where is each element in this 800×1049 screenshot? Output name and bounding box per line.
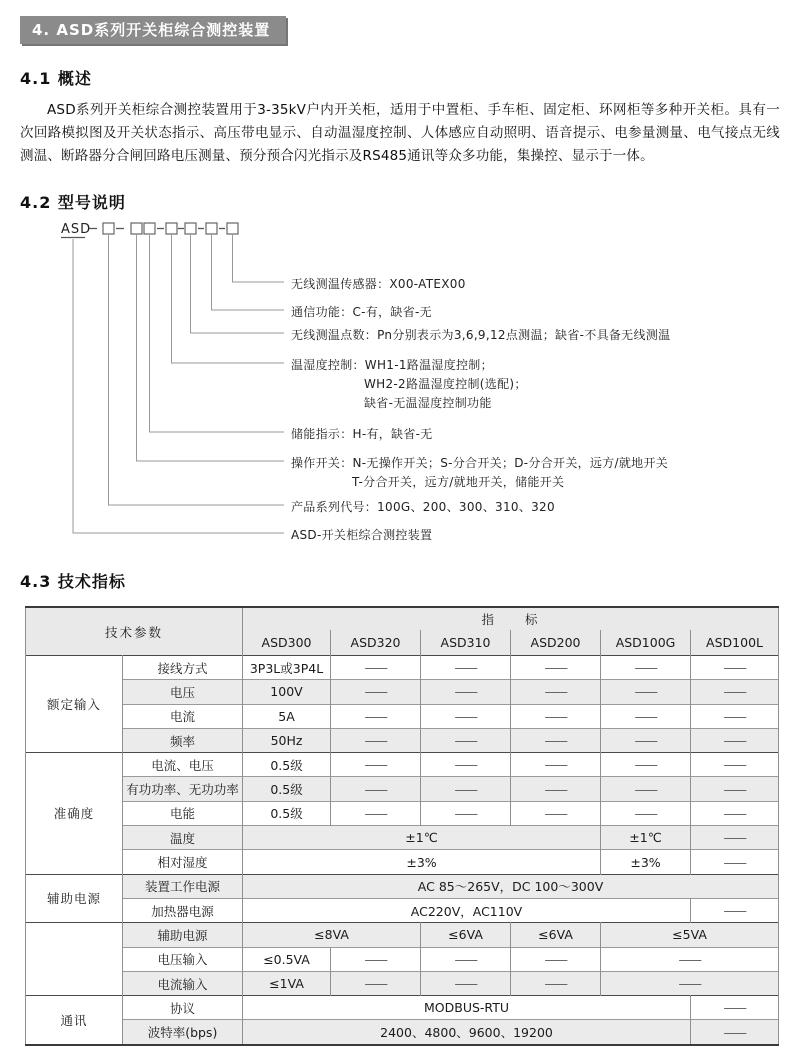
value-cell: —— [331, 753, 421, 777]
model-connectors [73, 235, 284, 533]
specs-table-body [26, 656, 779, 1045]
model-code-box [144, 223, 155, 234]
value-cell: —— [691, 801, 779, 825]
value-cell: —— [601, 728, 691, 752]
value-cell: —— [511, 947, 601, 971]
model-label-humidity: 温湿度控制：WH1-1路温湿度控制； [291, 358, 493, 372]
value-cell: ±3% [601, 850, 691, 874]
spec-row [26, 728, 779, 752]
value-cell: 0.5级 [243, 753, 331, 777]
value-cell: —— [511, 801, 601, 825]
param-cell: 加热器电源 [123, 898, 243, 922]
value-cell: —— [511, 971, 601, 995]
param-cell: 有功功率、无功功率 [123, 777, 243, 801]
value-cell: —— [691, 898, 779, 922]
value-cell: 100V [243, 680, 331, 704]
value-cell: —— [331, 947, 421, 971]
model-label-switch: 操作开关：N-无操作开关；S-分合开关；D-分合开关，远方/就地开关 [291, 456, 669, 470]
spec-row [26, 656, 779, 680]
value-cell: —— [421, 777, 511, 801]
param-header-cell: 技术参数 [26, 607, 243, 656]
value-cell: AC 85～265V，DC 100～300V [243, 874, 779, 898]
model-diagram [0, 215, 800, 547]
model-code-box [103, 223, 114, 234]
value-cell: —— [511, 680, 601, 704]
value-cell: —— [601, 971, 779, 995]
spec-row [26, 1020, 779, 1045]
value-cell: —— [421, 753, 511, 777]
model-label-asd: ASD-开关柜综合测控装置 [291, 528, 433, 542]
value-cell: —— [421, 704, 511, 728]
model-code-box [206, 223, 217, 234]
param-cell: 协议 [123, 996, 243, 1020]
value-cell: AC220V，AC110V [243, 898, 691, 922]
value-cell: —— [601, 704, 691, 728]
model-column-header: ASD320 [331, 630, 421, 656]
value-cell: MODBUS-RTU [243, 996, 691, 1020]
value-cell: —— [421, 947, 511, 971]
model-column-header: ASD310 [421, 630, 511, 656]
value-cell: ≤0.5VA [243, 947, 331, 971]
group-cell: 额定输入 [26, 656, 123, 753]
model-label-humidity3: 缺省-无温湿度控制功能 [364, 396, 492, 410]
value-cell: —— [331, 680, 421, 704]
value-cell: —— [421, 801, 511, 825]
spec-row [26, 704, 779, 728]
group-cell: 辅助电源 [26, 874, 123, 923]
value-cell: —— [511, 728, 601, 752]
group-cell: 通讯 [26, 996, 123, 1045]
value-cell: 3P3L或3P4L [243, 656, 331, 680]
value-cell: ≤6VA [421, 923, 511, 947]
param-cell: 相对湿度 [123, 850, 243, 874]
value-cell: —— [331, 971, 421, 995]
param-cell: 电流 [123, 704, 243, 728]
model-label-comm: 通信功能：C-有，缺省-无 [291, 305, 432, 319]
model-code-box [227, 223, 238, 234]
value-cell: ≤5VA [601, 923, 779, 947]
spec-row [26, 898, 779, 922]
value-cell: —— [331, 777, 421, 801]
spec-row [26, 826, 779, 850]
spec-row [26, 947, 779, 971]
value-cell: 5A [243, 704, 331, 728]
value-cell: ±3% [243, 850, 601, 874]
spec-row [26, 923, 779, 947]
param-cell: 波特率(bps) [123, 1020, 243, 1045]
model-code-box [166, 223, 177, 234]
value-cell: —— [511, 753, 601, 777]
model-label-sensor: 无线测温传感器：X00-ATEX00 [291, 277, 466, 291]
value-cell: ±1℃ [601, 826, 691, 850]
model-label-humidity2: WH2-2路温湿度控制(选配)； [364, 377, 527, 391]
model-prefix-text: ASD [61, 222, 92, 237]
value-cell: —— [691, 777, 779, 801]
param-cell: 频率 [123, 728, 243, 752]
heading-overview: 4.1 概述 [20, 69, 92, 88]
value-cell: ±1℃ [243, 826, 601, 850]
param-cell: 辅助电源 [123, 923, 243, 947]
value-cell: —— [691, 850, 779, 874]
group-cell: 准确度 [26, 753, 123, 874]
value-cell: ≤8VA [243, 923, 421, 947]
param-cell: 接线方式 [123, 656, 243, 680]
specs-table-head [26, 607, 779, 656]
model-label-points: 无线测温点数：Pn分别表示为3,6,9,12点测温；缺省-不具备无线测温 [291, 328, 671, 342]
model-label-switch2: T-分合开关，远方/就地开关，储能开关 [352, 475, 565, 489]
value-cell: 0.5级 [243, 777, 331, 801]
value-cell: —— [691, 680, 779, 704]
value-cell: —— [691, 1020, 779, 1045]
value-cell: —— [691, 728, 779, 752]
value-cell: —— [691, 753, 779, 777]
model-label-series: 产品系列代号：100G、200、300、310、320 [291, 500, 555, 514]
value-cell: —— [601, 753, 691, 777]
param-cell: 电能 [123, 801, 243, 825]
model-column-header: ASD100G [601, 630, 691, 656]
heading-model: 4.2 型号说明 [20, 193, 126, 212]
value-cell: —— [421, 680, 511, 704]
param-cell: 温度 [123, 826, 243, 850]
spec-row [26, 996, 779, 1020]
value-cell: —— [601, 656, 691, 680]
model-column-header: ASD100L [691, 630, 779, 656]
spec-row [26, 874, 779, 898]
value-cell: —— [421, 971, 511, 995]
value-cell: ≤6VA [511, 923, 601, 947]
value-cell: —— [331, 801, 421, 825]
model-column-header: ASD200 [511, 630, 601, 656]
value-cell: —— [601, 801, 691, 825]
value-cell: —— [331, 656, 421, 680]
spec-row [26, 971, 779, 995]
spec-row [26, 777, 779, 801]
param-cell: 电流、电压 [123, 753, 243, 777]
section-banner [20, 16, 286, 44]
spec-row [26, 801, 779, 825]
value-cell: —— [511, 704, 601, 728]
spec-row [26, 680, 779, 704]
value-cell: 2400、4800、9600、19200 [243, 1020, 691, 1045]
model-label-energy: 储能指示：H-有，缺省-无 [291, 427, 433, 441]
value-cell: ≤1VA [243, 971, 331, 995]
value-cell: —— [331, 704, 421, 728]
param-cell: 电压 [123, 680, 243, 704]
value-cell: —— [691, 656, 779, 680]
value-cell: —— [421, 656, 511, 680]
param-cell: 电压输入 [123, 947, 243, 971]
value-cell: —— [691, 826, 779, 850]
value-cell: —— [421, 728, 511, 752]
spec-row [26, 753, 779, 777]
value-cell: 0.5级 [243, 801, 331, 825]
model-column-header: ASD300 [243, 630, 331, 656]
value-cell: —— [691, 704, 779, 728]
model-code-box [185, 223, 196, 234]
param-cell: 装置工作电源 [123, 874, 243, 898]
value-cell: —— [511, 777, 601, 801]
value-cell: 50Hz [243, 728, 331, 752]
heading-specs: 4.3 技术指标 [20, 572, 126, 591]
value-cell: —— [601, 777, 691, 801]
value-cell: —— [511, 656, 601, 680]
value-cell: —— [331, 728, 421, 752]
group-cell [26, 923, 123, 996]
model-code-box [131, 223, 142, 234]
value-cell: —— [601, 947, 779, 971]
indicator-header-cell: 指 标 [243, 607, 779, 630]
value-cell: —— [691, 996, 779, 1020]
specs-table [25, 606, 779, 1046]
param-cell: 电流输入 [123, 971, 243, 995]
overview-paragraph: ASD系列开关柜综合测控装置用于3-35kV户内开关柜，适用于中置柜、手车柜、固定柜、环网柜等多种开关柜。具有一次回路模拟图及开关状态指示、高压带电显示、自动温湿度控制、人体感应自动照明、语音提示、电参量测量、电气接点无线测温、断路器分合闸回路电压测量、预分预合闪光指示及RS485通讯等众多功能，集操控、显示于一体。 [20, 102, 780, 164]
value-cell: —— [601, 680, 691, 704]
section-title: 4. ASD系列开关柜综合测控装置 [32, 21, 271, 39]
spec-row [26, 850, 779, 874]
